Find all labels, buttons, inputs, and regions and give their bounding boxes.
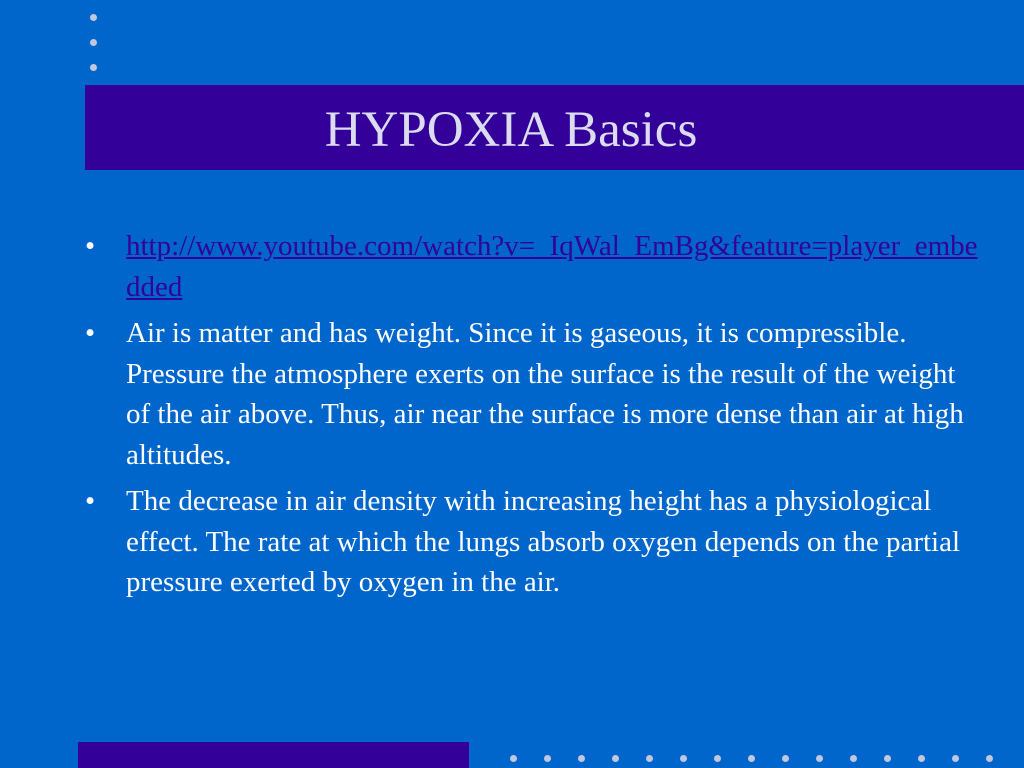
decor-dot-icon	[850, 755, 857, 762]
bullet-icon: •	[85, 317, 96, 349]
bullet-text: Air is matter and has weight. Since it is gaseous, it is compressible. Pressure the atmosphere exerts on the surface is the result of the weight of the air above. Thus, air near the surface is more dense than air at high altitudes.	[126, 317, 964, 471]
decor-dot-icon	[646, 755, 653, 762]
decor-dot-icon	[90, 64, 97, 71]
decor-dot-icon	[748, 755, 755, 762]
video-link[interactable]: http://www.youtube.com/watch?v=_IqWal_EmBg&feature=player_embedded	[126, 230, 978, 303]
bullet-icon: •	[85, 230, 96, 262]
decor-dot-icon	[816, 755, 823, 762]
decor-dot-icon	[986, 755, 993, 762]
bullet-text: The decrease in air density with increasing height has a physiological effect. The rate at which the lungs absorb oxygen depends on the partial pressure exerted by oxygen in the air.	[126, 485, 961, 598]
bullet-item-air-density	[85, 481, 985, 603]
decor-dot-icon	[510, 755, 517, 762]
decor-dot-icon	[714, 755, 721, 762]
decor-dot-icon	[884, 755, 891, 762]
decor-dot-icon	[612, 755, 619, 762]
bottom-accent-bar	[78, 742, 469, 768]
decor-dot-icon	[544, 755, 551, 762]
decor-dot-icon	[952, 755, 959, 762]
decor-dot-icon	[782, 755, 789, 762]
decor-dot-icon	[680, 755, 687, 762]
decor-dot-icon	[918, 755, 925, 762]
decor-dot-icon	[90, 14, 97, 21]
bullet-icon: •	[85, 485, 96, 517]
bullet-item-air-matter	[85, 313, 985, 475]
slide-title: HYPOXIA Basics	[324, 102, 698, 158]
bullet-list	[85, 226, 985, 609]
decor-dot-icon	[578, 755, 585, 762]
decor-dot-icon	[90, 39, 97, 46]
bullet-item-link	[85, 226, 985, 307]
